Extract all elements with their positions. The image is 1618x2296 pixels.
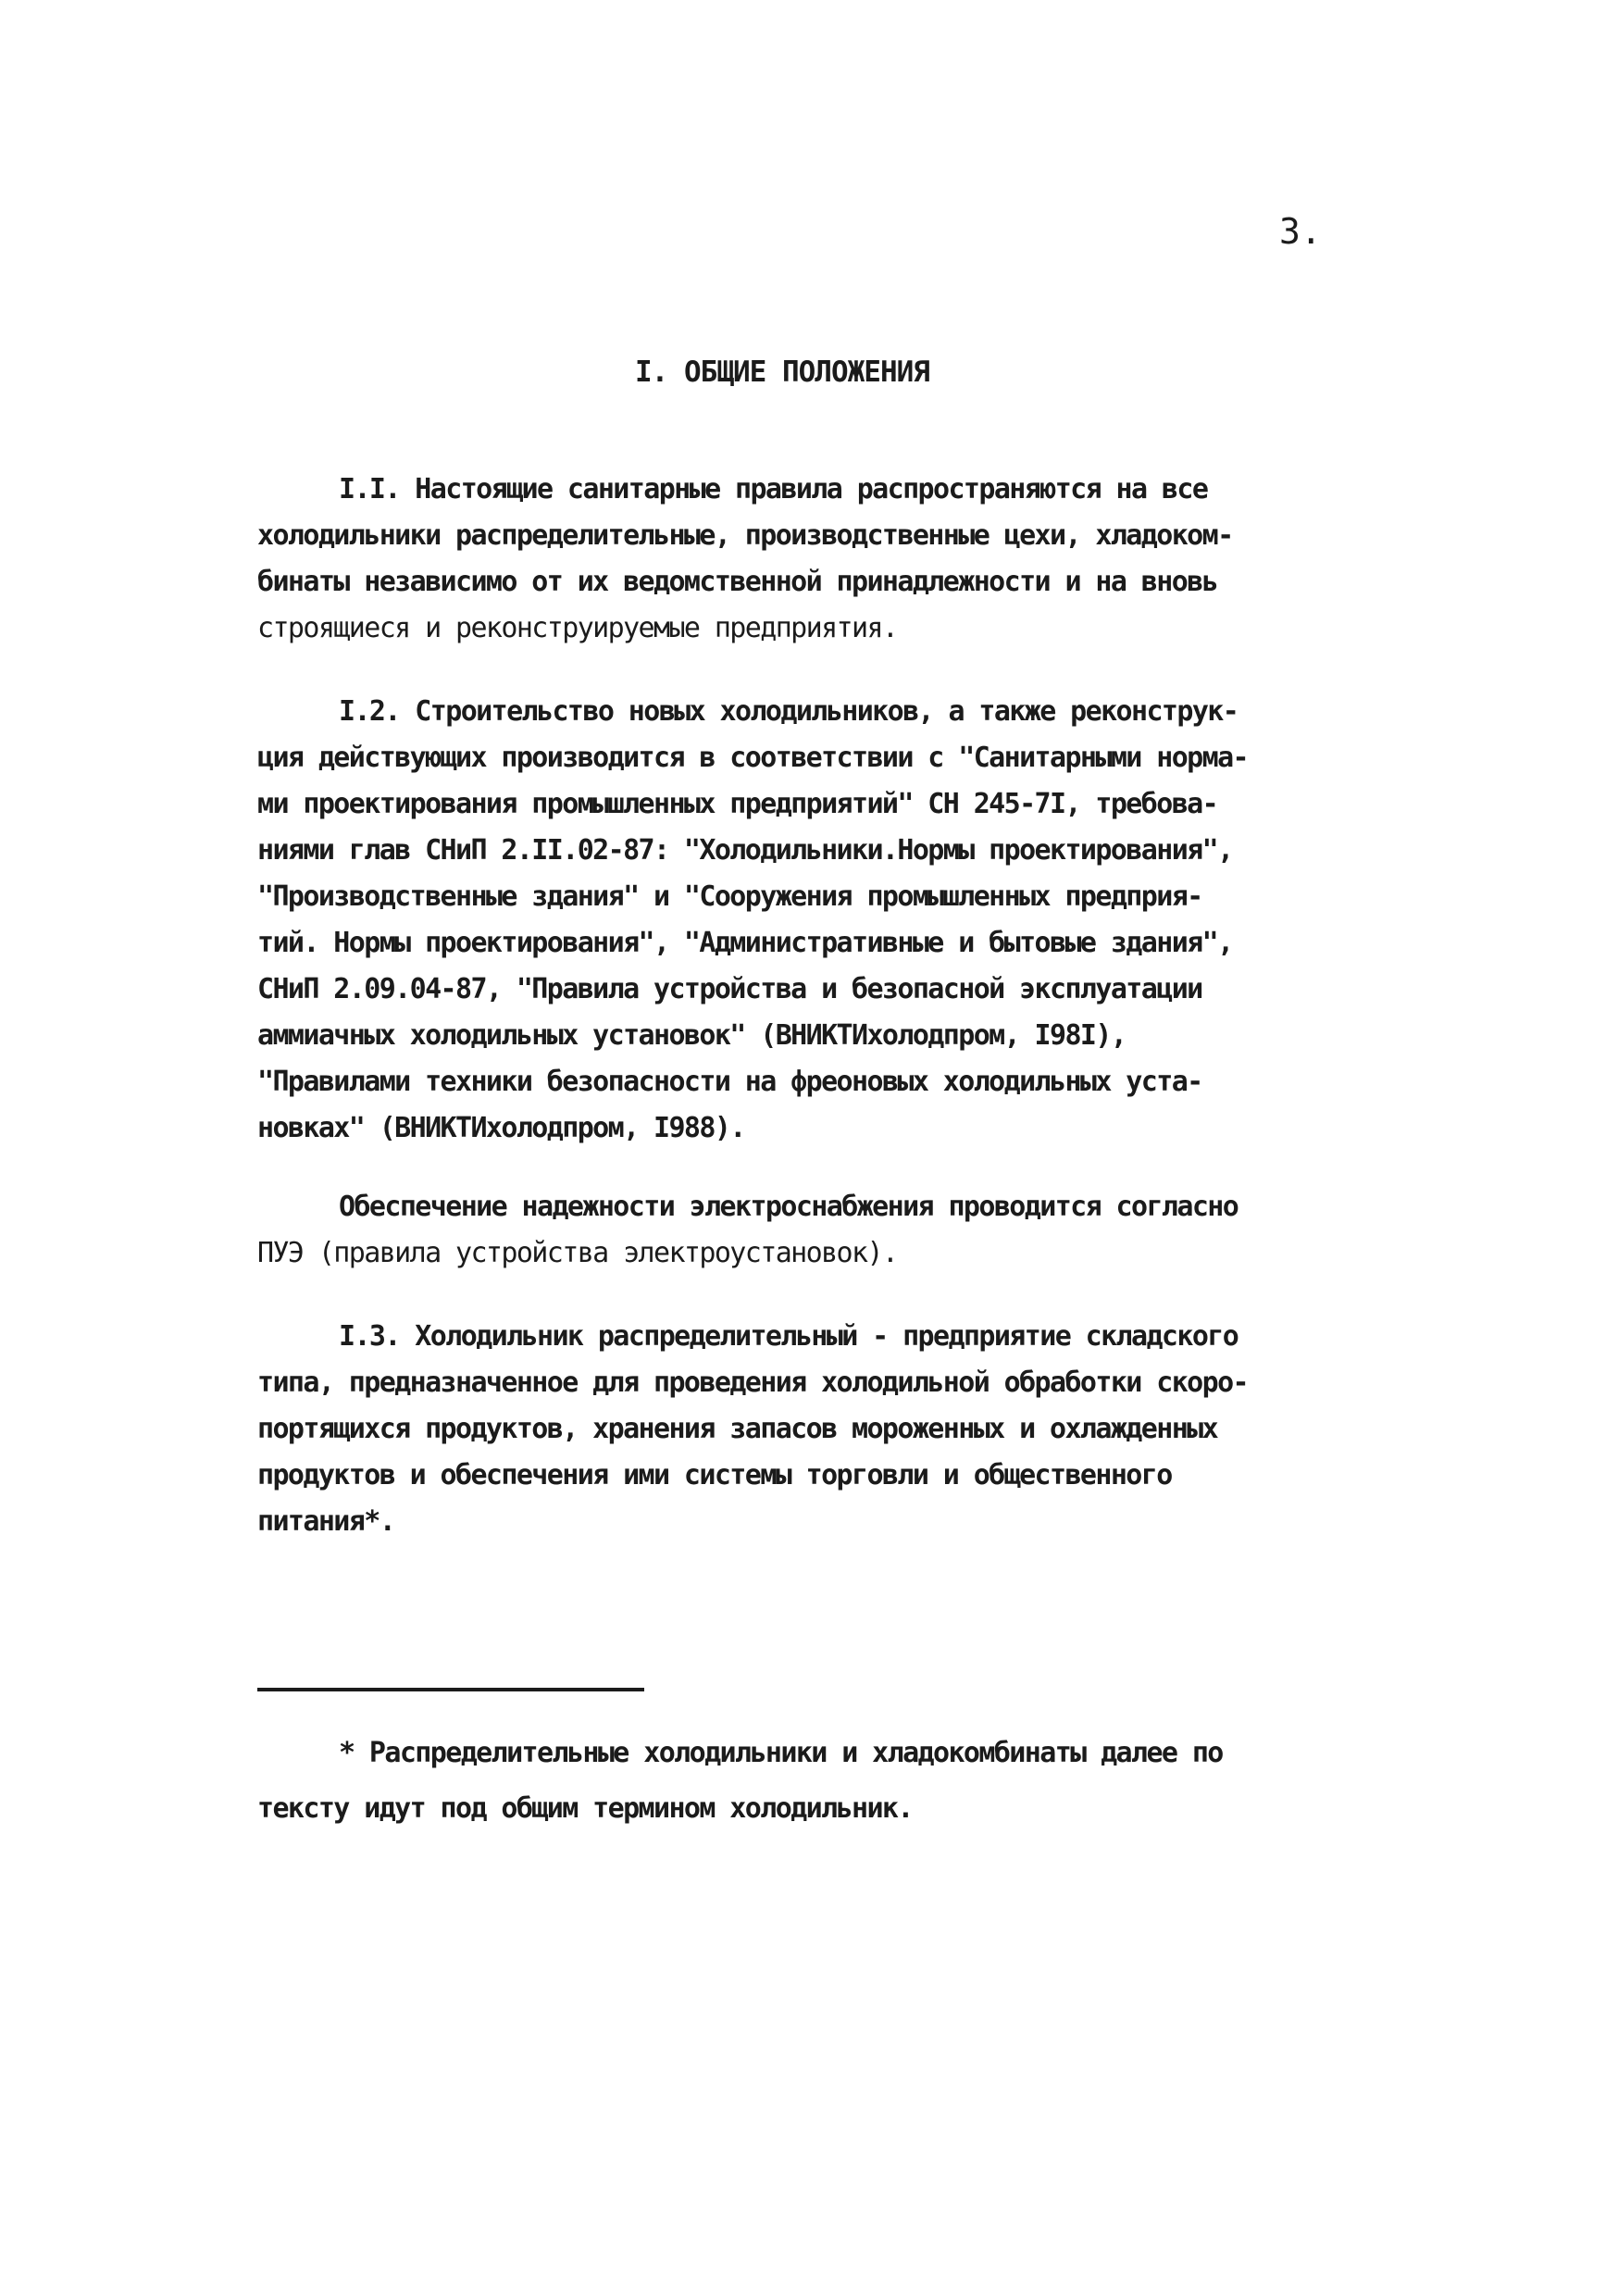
body-line: ми проектирования промышленных предприятий" СН 245-7I, требова- <box>257 788 1218 820</box>
body-line: холодильники распределительные, производственные цехи, хладоком- <box>257 519 1233 552</box>
body-line: продуктов и обеспечения ими системы торговли и общественного <box>257 1459 1172 1491</box>
body-line: Обеспечение надежности электроснабжения проводится согласно <box>339 1191 1238 1223</box>
body-line: типа, предназначенное для проведения холодильной обработки скоро- <box>257 1366 1248 1399</box>
body-line: СНиП 2.09.04-87, "Правила устройства и безопасной эксплуатации <box>257 973 1202 1005</box>
body-line: тий. Нормы проектирования", "Административные и бытовые здания", <box>257 927 1233 959</box>
section-title: I. ОБЩИЕ ПОЛОЖЕНИЯ <box>635 356 929 389</box>
body-line: портящихся продуктов, хранения запасов мороженных и охлажденных <box>257 1413 1218 1445</box>
body-line: I.I. Настоящие санитарные правила распространяются на все <box>339 473 1208 505</box>
footnote-line: тексту идут под общим термином холодильник. <box>257 1792 913 1825</box>
body-line: бинаты независимо от их ведомственной принадлежности и на вновь <box>257 566 1218 598</box>
body-line: строящиеся и реконструируемые предприятия. <box>257 612 898 644</box>
footnote-line: * Распределительные холодильники и хладокомбинаты далее по <box>339 1737 1223 1769</box>
footnote-divider <box>257 1688 644 1691</box>
body-line: аммиачных холодильных установок" (ВНИКТИхолодпром, I98I), <box>257 1019 1126 1052</box>
body-line: новках" (ВНИКТИхолодпром, I988). <box>257 1112 745 1144</box>
body-line: ниями глав СНиП 2.II.02-87: "Холодильники.Нормы проектирования", <box>257 834 1233 867</box>
body-line: ция действующих производится в соответствии с "Санитарными норма- <box>257 742 1248 774</box>
body-line: питания*. <box>257 1505 395 1538</box>
body-line: "Производственные здания" и "Сооружения промышленных предприя- <box>257 880 1202 913</box>
body-line: I.2. Строительство новых холодильников, а также реконструк- <box>339 695 1238 728</box>
page-number: 3. <box>1279 211 1322 252</box>
body-line: I.3. Холодильник распределительный - предприятие складского <box>339 1320 1238 1353</box>
body-line: "Правилами техники безопасности на фреоновых холодильных уста- <box>257 1066 1202 1098</box>
body-line: ПУЭ (правила устройства электроустановок). <box>257 1237 898 1269</box>
